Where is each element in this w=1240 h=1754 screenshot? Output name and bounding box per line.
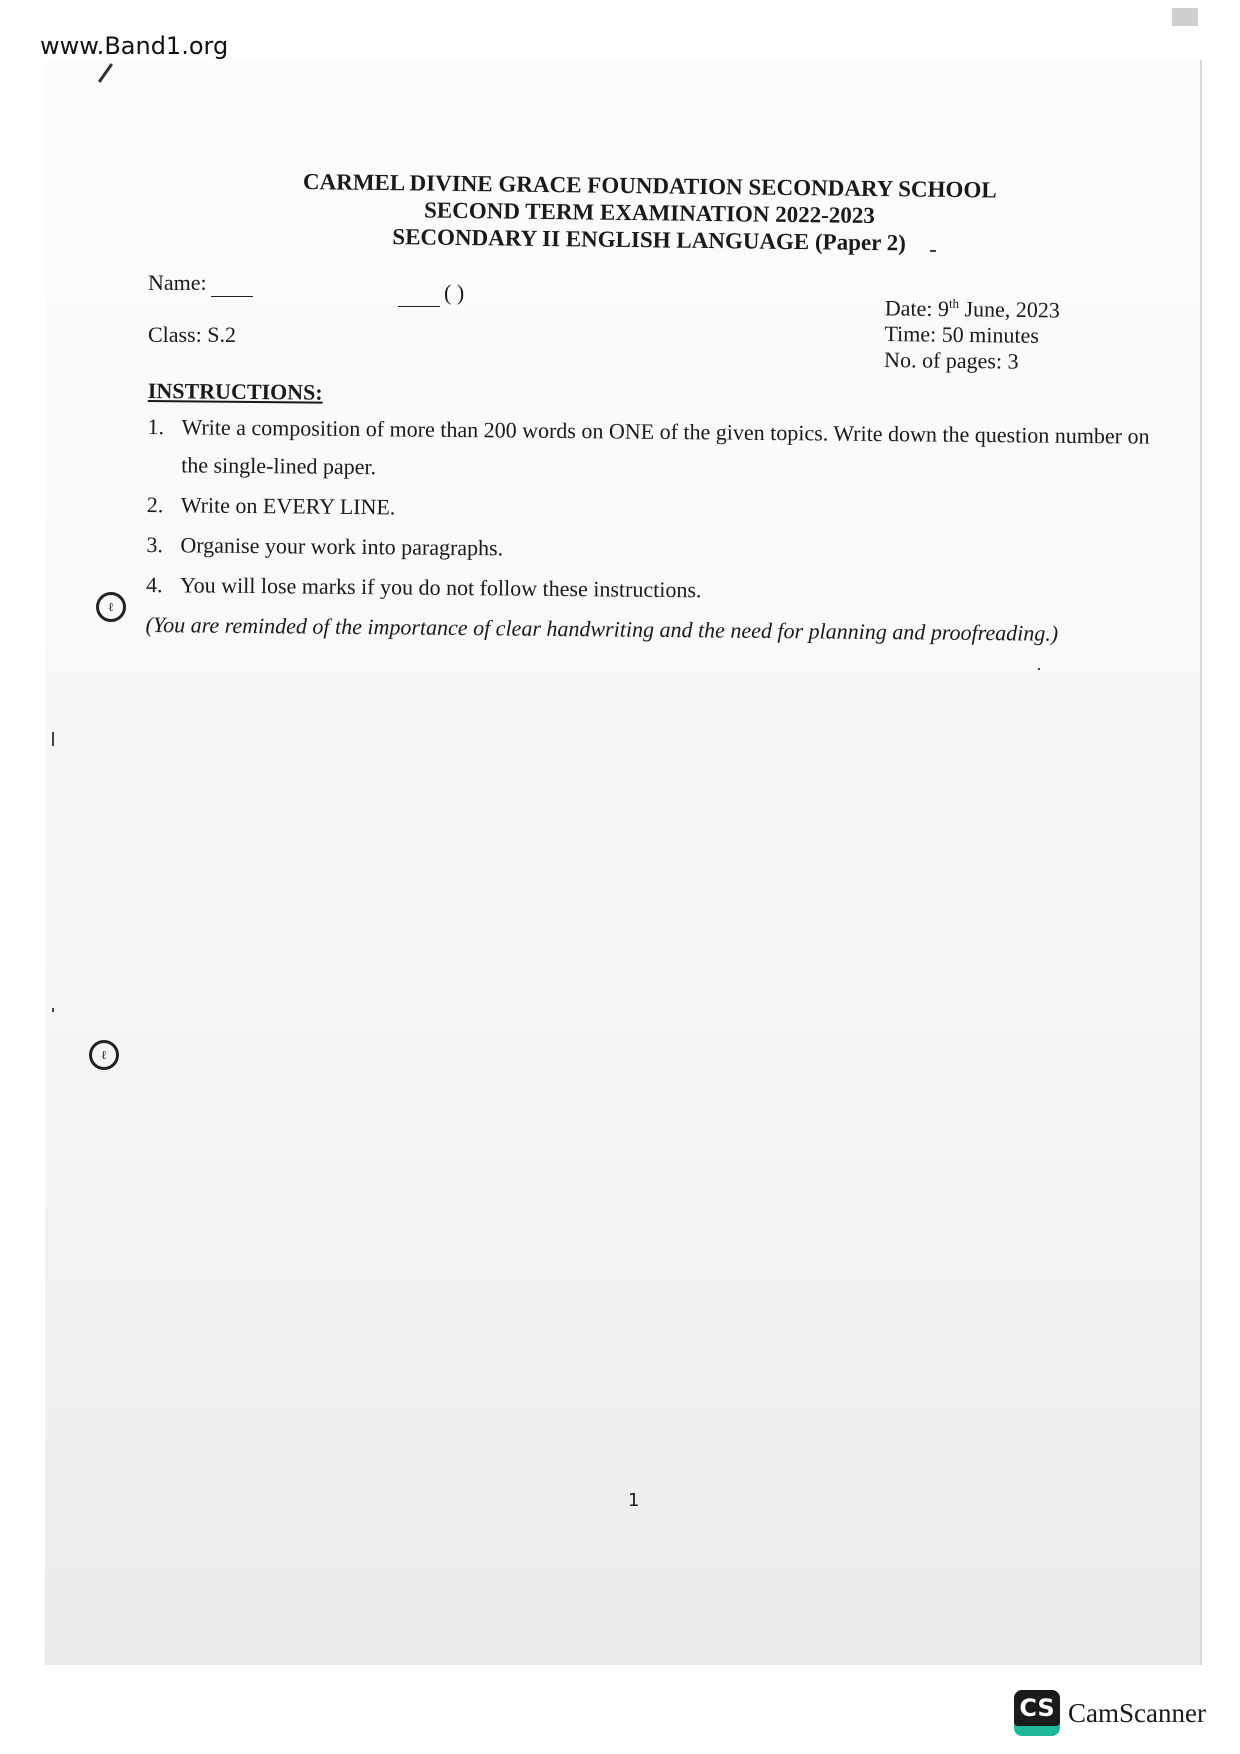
name-label: Name: <box>148 270 207 295</box>
website-watermark: www.Band1.org <box>40 32 229 60</box>
camscanner-logo-icon <box>1014 1690 1060 1736</box>
instruction-number: 4. <box>145 571 163 598</box>
class-field: Class: S.2 <box>148 322 237 347</box>
instruction-text: Organise your work into paragraphs. <box>180 532 504 561</box>
instructions-section <box>145 378 1157 652</box>
margin-stamp-icon: ℓ <box>96 592 126 622</box>
instruction-number: 1. <box>147 413 165 440</box>
page-number: 1 <box>628 1490 640 1511</box>
instruction-text: Write on EVERY LINE. <box>180 492 396 520</box>
margin-stamp-icon: ℓ <box>89 1040 119 1070</box>
subject-title: SECONDARY II ENGLISH LANGUAGE (Paper 2) <box>392 224 907 256</box>
instruction-item <box>146 566 1156 614</box>
class-number-blank <box>398 280 440 307</box>
scan-speck <box>930 250 936 252</box>
name-field <box>148 270 253 297</box>
class-number-field <box>398 280 464 307</box>
page-count: No. of pages: 3 <box>883 347 1019 374</box>
school-name: CARMEL DIVINE GRACE FOUNDATION SECONDARY SCHOOL <box>302 169 997 203</box>
instruction-item <box>147 408 1158 494</box>
name-blank <box>211 270 253 297</box>
camscanner-logo-text: CS <box>1014 1690 1060 1726</box>
camscanner-badge <box>1014 1690 1206 1736</box>
scan-speck <box>52 1008 54 1012</box>
instruction-number: 3. <box>146 531 164 558</box>
exam-meta <box>884 290 1060 375</box>
handwriting-note: (You are reminded of the importance of clear handwriting and the need for planning and proofreading.) <box>145 611 1059 646</box>
exam-time: Time: 50 minutes <box>884 321 1040 349</box>
instructions-heading: INSTRUCTIONS: <box>147 378 323 405</box>
exam-title: SECOND TERM EXAMINATION 2022-2023 <box>423 197 876 229</box>
scan-speck <box>1038 668 1040 670</box>
instruction-number: 2. <box>146 491 164 518</box>
instruction-text: Write a composition of more than 200 words on ONE of the given topics. Write down the question number on the single-lined paper. <box>181 414 1150 480</box>
exam-header <box>299 168 1000 258</box>
exam-date: Date: 9th June, 2023 <box>884 295 1061 323</box>
class-number-brackets: ( ) <box>444 280 465 305</box>
camscanner-name: CamScanner <box>1068 1697 1206 1728</box>
scan-corner-mark <box>1172 8 1198 26</box>
scan-speck <box>52 732 54 746</box>
instruction-text: You will lose marks if you do not follow these instructions. <box>179 572 702 603</box>
